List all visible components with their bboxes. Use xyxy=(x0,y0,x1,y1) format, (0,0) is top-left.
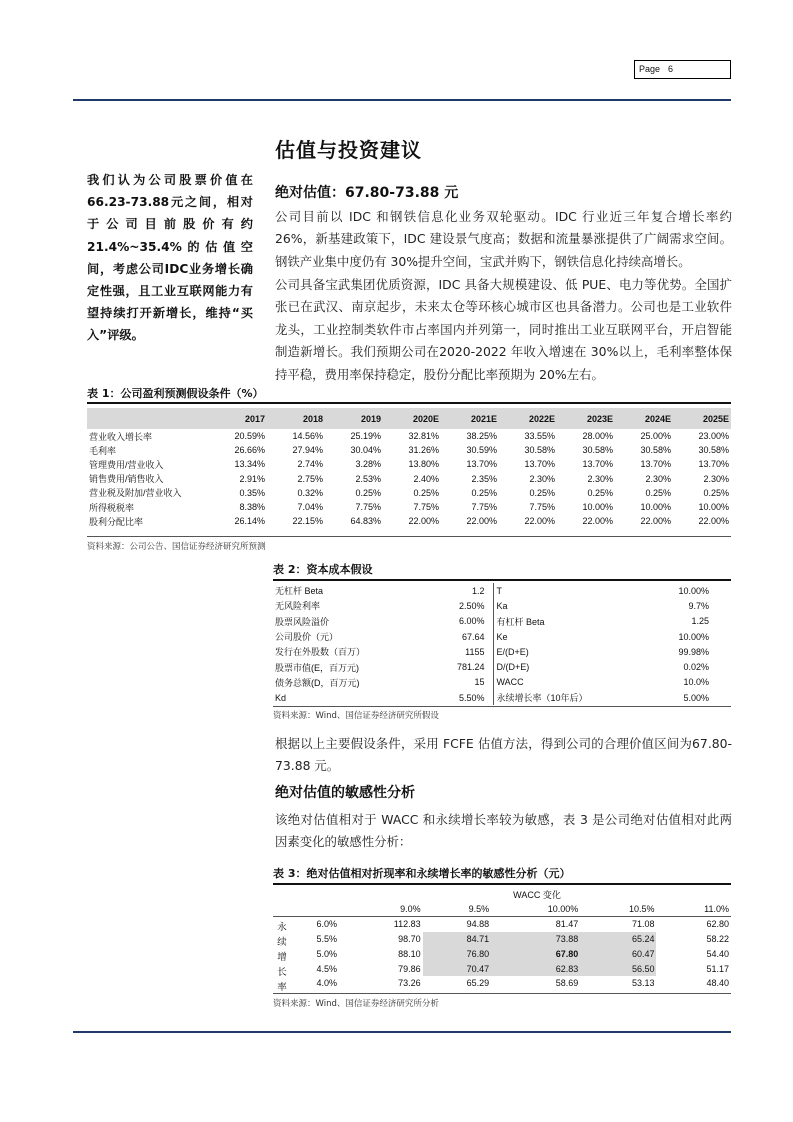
table1-cell: 28.00% xyxy=(582,431,613,442)
table3-cell: 56.50 xyxy=(580,961,656,976)
table1-cell: 30.58% xyxy=(582,445,613,456)
sensitivity-title: 绝对估值的敏感性分析 xyxy=(275,785,415,801)
table3-growth-rate: 5.5% xyxy=(316,933,337,944)
table3-wacc-col: 9.0% xyxy=(400,904,421,915)
table1-col-header: 2017 xyxy=(209,408,267,429)
table2-param-label: 股票风险溢价 xyxy=(275,616,330,627)
table3-cell: 65.24 xyxy=(580,932,656,947)
table2-param-value: 2.50% xyxy=(458,600,485,611)
table-row xyxy=(273,629,717,644)
table1-col-header: 2019 xyxy=(325,408,383,429)
table1-cell: 13.70% xyxy=(466,459,497,470)
table1-cell: 2.30% xyxy=(703,473,729,484)
table1-cell: 26.66% xyxy=(234,445,265,456)
table1-col-header: 2023E xyxy=(557,408,615,429)
table1-cell: 0.25% xyxy=(703,487,729,498)
table-row xyxy=(87,500,731,514)
table-row xyxy=(87,514,731,528)
table3-cell: 112.83 xyxy=(393,919,421,930)
table3-growth-rate: 5.0% xyxy=(316,948,337,959)
table-row xyxy=(87,429,731,443)
table1-cell: 2.74% xyxy=(297,459,323,470)
table-row xyxy=(273,659,717,674)
table2-param-label: 公司股价（元） xyxy=(275,632,339,643)
table2-param-label: 无风险利率 xyxy=(275,601,321,612)
table1-cell: 7.75% xyxy=(529,502,555,513)
table3-cell: 81.47 xyxy=(555,919,579,930)
table2-param-label: 发行在外股数（百万） xyxy=(275,647,366,658)
table3-cell: 79.86 xyxy=(398,963,421,974)
table3-cell: 70.47 xyxy=(423,961,491,976)
table1-top-rule xyxy=(87,402,731,404)
table3-corner xyxy=(273,902,343,917)
table1-row-label: 毛利率 xyxy=(89,445,117,456)
table1-col-header xyxy=(87,408,209,429)
table1-col-header: 2025E xyxy=(673,408,731,429)
table3-header-row xyxy=(273,902,731,917)
table3-cell: 84.71 xyxy=(423,932,491,947)
table1-cell: 30.04% xyxy=(350,445,381,456)
section-title: 估值与投资建议 xyxy=(275,138,422,162)
table1-row-label: 销售费用/销售收入 xyxy=(89,474,164,485)
table1-cell: 22.00% xyxy=(466,516,497,527)
table2-param-label: Ke xyxy=(493,629,643,644)
table3-cell: 48.40 xyxy=(706,978,729,989)
table2-param-value: 10.00% xyxy=(678,585,709,596)
table1-cell: 0.35% xyxy=(239,487,265,498)
table3-wacc-col: 11.0% xyxy=(704,904,729,915)
table1-cell: 13.34% xyxy=(234,459,265,470)
table-row xyxy=(273,614,717,629)
table1-cell: 0.25% xyxy=(355,487,381,498)
table2-param-value: 5.00% xyxy=(683,692,709,703)
table-row xyxy=(273,976,731,991)
table1-cell: 7.75% xyxy=(471,502,497,513)
table1-bottom-rule xyxy=(87,536,731,537)
table2-param-label: Ka xyxy=(493,598,643,613)
table2-param-value: 10.0% xyxy=(683,677,709,688)
table1-cell: 2.53% xyxy=(355,473,381,484)
table1-cell: 3.28% xyxy=(355,459,381,470)
table-row xyxy=(87,486,731,500)
table3-sensitivity xyxy=(273,902,731,991)
table1-row-label: 股利分配比率 xyxy=(89,516,144,527)
table1-cell: 2.91% xyxy=(239,473,265,484)
table-row xyxy=(87,443,731,457)
table3-wacc-col: 10.5% xyxy=(628,904,655,915)
table2-param-value: 1155 xyxy=(465,646,485,657)
table2-param-value: 99.98% xyxy=(678,646,709,657)
table2-param-label: Kd xyxy=(275,692,287,703)
table1-cell: 30.58% xyxy=(698,445,729,456)
table3-cell: 60.47 xyxy=(580,946,656,961)
table-row xyxy=(273,690,717,705)
table2-cost-of-capital xyxy=(273,583,717,705)
table2-param-label: WACC xyxy=(493,675,643,690)
table2-param-label: 永续增长率（10年后） xyxy=(493,690,643,705)
table1-row-label: 营业收入增长率 xyxy=(89,431,153,442)
table3-growth-rate: 4.0% xyxy=(316,978,337,989)
table1-col-header: 2022E xyxy=(499,408,557,429)
table1-cell: 32.81% xyxy=(408,431,439,442)
table2-param-value: 15 xyxy=(474,677,485,688)
table1-cell: 13.70% xyxy=(524,459,555,470)
table1-cell: 13.70% xyxy=(640,459,671,470)
table1-cell: 10.00% xyxy=(698,502,729,513)
table1-col-header: 2024E xyxy=(615,408,673,429)
table3-cell: 76.80 xyxy=(423,946,491,961)
table1-col-header: 2021E xyxy=(441,408,499,429)
table1-cell: 64.83% xyxy=(350,516,381,527)
table-row xyxy=(273,675,717,690)
header-rule xyxy=(73,99,731,101)
paragraph-sensitivity: 该绝对估值相对于 WACC 和永续增长率较为敏感，表 3 是公司绝对估值相对此两因素变化的敏感性分析： xyxy=(275,812,732,850)
table1-cell: 14.56% xyxy=(292,431,323,442)
page-number-box xyxy=(634,60,731,79)
table2-param-label: D/(D+E) xyxy=(493,659,643,674)
table-row xyxy=(273,644,717,659)
table1-cell: 13.70% xyxy=(698,459,729,470)
table2-param-value: 781.24 xyxy=(456,662,485,673)
table3-axis-char: 增 xyxy=(277,952,287,963)
table-row xyxy=(273,598,717,613)
table1-cell: 13.80% xyxy=(408,459,439,470)
table1-cell: 27.94% xyxy=(292,445,323,456)
table1-cell: 30.59% xyxy=(466,445,497,456)
table1-cell: 2.75% xyxy=(297,473,323,484)
table3-cell: 94.88 xyxy=(466,919,490,930)
table2-param-value: 1.25 xyxy=(691,616,709,627)
paragraph-resources: 公司具备宝武集团优质资源，IDC 具备大规模建设、低 PUE、电力等优势。全国扩张已在武汉、南京起步，未来太仓等环核心城市区也具备潜力。公司也是工业软件龙头，工业控制类软件市占率国内并列第一，同时推出工业互联网平台，开启智能制造新增长。我们预期公司在2020-2022 年收入增速在 30%以上，毛利率整体保持平稳，费用率保持稳定，股份分配比率预期为 20%左右。 xyxy=(275,277,732,382)
table1-profit-assumptions xyxy=(87,408,731,528)
table2-param-label: E/(D+E) xyxy=(493,644,643,659)
table1-cell: 22.15% xyxy=(292,516,323,527)
table1-cell: 38.25% xyxy=(466,431,497,442)
table1-cell: 22.00% xyxy=(408,516,439,527)
table3-cell: 98.70 xyxy=(398,933,421,944)
table3-cell: 65.29 xyxy=(466,978,490,989)
table1-cell: 30.58% xyxy=(640,445,671,456)
table3-cell: 73.26 xyxy=(398,978,421,989)
table-row xyxy=(87,472,731,486)
table1-source: 资料来源：公司公告、国信证券经济研究所预测 xyxy=(87,542,266,552)
table3-cell: 71.08 xyxy=(631,919,655,930)
table1-cell: 25.19% xyxy=(350,431,381,442)
table1-row-label: 营业税及附加/营业收入 xyxy=(89,488,182,499)
table3-cell: 62.83 xyxy=(491,961,580,976)
table3-axis-char: 率 xyxy=(277,982,287,993)
table1-cell: 22.00% xyxy=(524,516,555,527)
table1-cell: 7.04% xyxy=(297,502,323,513)
table3-bottom-rule xyxy=(273,993,731,994)
table1-cell: 33.55% xyxy=(524,431,555,442)
page-label: Page xyxy=(639,64,661,74)
table3-axis-char: 永 xyxy=(277,922,287,933)
table-row xyxy=(273,946,731,961)
table3-wacc-col: 10.00% xyxy=(547,904,579,915)
table3-wacc-header: WACC 变化 xyxy=(513,890,561,900)
table3-cell: 73.88 xyxy=(491,932,580,947)
table2-param-value: 9.7% xyxy=(688,600,709,611)
table1-cell: 2.30% xyxy=(645,473,671,484)
table2-source: 资料来源：Wind、国信证券经济研究所假设 xyxy=(273,711,439,721)
table2-body xyxy=(273,583,717,705)
table3-cell: 62.80 xyxy=(706,919,729,930)
table3-growth-rate: 4.5% xyxy=(316,963,337,974)
table1-cell: 22.00% xyxy=(698,516,729,527)
table2-param-value: 6.00% xyxy=(458,616,485,627)
table1-cell: 2.30% xyxy=(587,473,613,484)
table-row xyxy=(273,583,717,598)
table3-axis-char: 长 xyxy=(277,967,287,978)
sidebar-summary: 我们认为公司股票价值在66.23-73.88元之间，相对于公司目前股价有约21.4%~35.4%的估值空间，考虑公司IDC业务增长确定性强，且工业互联网能力有望持续打开新增长，维持“买入”评级。 xyxy=(87,173,253,343)
table2-param-label: 有杠杆 Beta xyxy=(493,614,643,629)
table2-param-value: 1.2 xyxy=(471,585,485,596)
table2-caption: 表 2：资本成本假设 xyxy=(273,563,373,576)
table1-cell: 0.25% xyxy=(471,487,497,498)
table3-caption: 表 3：绝对估值相对折现率和永续增长率的敏感性分析（元） xyxy=(273,867,571,880)
table1-cell: 22.00% xyxy=(640,516,671,527)
table3-body xyxy=(273,917,731,991)
page-number: 6 xyxy=(668,64,674,74)
table-row xyxy=(273,932,731,947)
table3-cell: 54.40 xyxy=(706,948,729,959)
table3-cell: 58.69 xyxy=(555,978,579,989)
table2-param-label: 无杠杆 Beta xyxy=(275,586,324,597)
table1-cell: 0.32% xyxy=(297,487,323,498)
paragraph-business: 公司目前以 IDC 和钢铁信息化业务双轮驱动。IDC 行业近三年复合增长率约 26%，新基建政策下，IDC 建设景气度高；数据和流量暴涨提供了广阔需求空间。钢铁产业集中度仍有 30%提升空间，宝武并购下，钢铁信息化持续高增长。 xyxy=(275,209,732,269)
table3-growth-rate: 6.0% xyxy=(316,919,337,930)
table3-cell: 67.80 xyxy=(491,946,580,961)
table1-row-label: 所得税税率 xyxy=(89,502,135,513)
paragraph-fcfe-result: 根据以上主要假设条件，采用 FCFE 估值方法，得到公司的合理价值区间为67.80-73.88 元。 xyxy=(275,736,732,774)
table1-cell: 30.58% xyxy=(524,445,555,456)
table-row xyxy=(273,961,731,976)
table2-top-rule xyxy=(273,579,731,581)
table3-cell: 53.13 xyxy=(631,978,655,989)
table3-source: 资料来源：Wind、国信证券经济研究所分析 xyxy=(273,999,439,1009)
table3-axis-char: 续 xyxy=(277,937,287,948)
table1-cell: 0.25% xyxy=(413,487,439,498)
table2-bottom-rule xyxy=(273,706,731,707)
table1-cell: 2.35% xyxy=(471,473,497,484)
absolute-valuation-title: 绝对估值：67.80-73.88 元 xyxy=(275,185,459,201)
table1-cell: 7.75% xyxy=(413,502,439,513)
table1-cell: 7.75% xyxy=(355,502,381,513)
table2-param-label: T xyxy=(493,583,643,598)
table1-header-row xyxy=(87,408,731,429)
table3-top-rule xyxy=(273,883,731,885)
table3-growth-axis-label xyxy=(276,920,288,995)
table1-cell: 8.38% xyxy=(239,502,265,513)
table1-cell: 2.30% xyxy=(529,473,555,484)
table1-cell: 22.00% xyxy=(582,516,613,527)
table1-cell: 20.59% xyxy=(234,431,265,442)
table1-caption: 表 1：公司盈利预测假设条件（%） xyxy=(87,387,264,400)
table1-col-header: 2018 xyxy=(267,408,325,429)
table2-param-label: 股票市值(E，百万元) xyxy=(275,662,359,673)
table3-cell: 58.22 xyxy=(706,933,729,944)
table1-cell: 0.25% xyxy=(529,487,555,498)
table2-param-value: 67.64 xyxy=(461,631,485,642)
table2-param-value: 0.02% xyxy=(683,662,709,673)
table-row xyxy=(87,457,731,471)
table1-cell: 25.00% xyxy=(640,431,671,442)
table1-cell: 2.40% xyxy=(413,473,439,484)
table3-wacc-col: 9.5% xyxy=(468,904,490,915)
table2-param-value: 5.50% xyxy=(458,692,485,703)
table3-cell: 51.17 xyxy=(706,963,729,974)
table1-col-header: 2020E xyxy=(383,408,441,429)
table-row xyxy=(273,917,731,932)
table1-cell: 10.00% xyxy=(582,502,613,513)
table1-row-label: 管理费用/营业收入 xyxy=(89,459,164,470)
table2-param-label: 债务总额(D，百万元) xyxy=(275,677,360,688)
table1-cell: 31.26% xyxy=(408,445,439,456)
table1-cell: 0.25% xyxy=(645,487,671,498)
table3-cell: 88.10 xyxy=(398,948,421,959)
table2-param-value: 10.00% xyxy=(678,631,709,642)
table1-cell: 0.25% xyxy=(587,487,613,498)
table1-cell: 26.14% xyxy=(234,516,265,527)
footer-rule xyxy=(73,1031,731,1033)
table1-cell: 10.00% xyxy=(640,502,671,513)
table1-cell: 23.00% xyxy=(698,431,729,442)
table1-body xyxy=(87,429,731,528)
table1-cell: 13.70% xyxy=(582,459,613,470)
